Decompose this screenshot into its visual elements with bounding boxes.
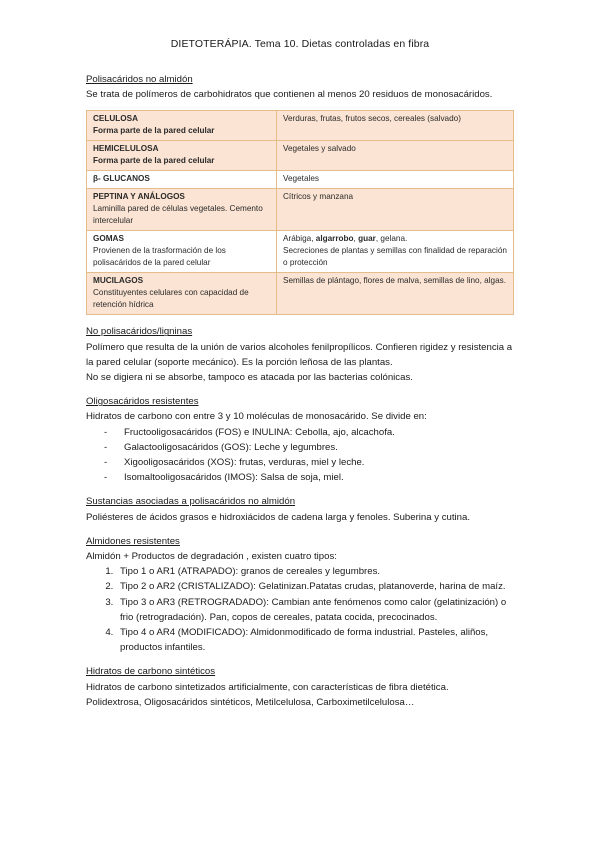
section-oligosacaridos (86, 394, 516, 485)
list-item: - Isomaltooligosacáridos (IMOS): Salsa de soja, miel. (104, 470, 516, 485)
table-cell-type (87, 141, 277, 171)
list-item: 2. Tipo 2 o AR2 (CRISTALIZADO): Gelatinizan.Patatas crudas, platanoverde, harina de maíz. (116, 579, 516, 594)
section-title: Oligosacáridos resistentes (86, 396, 199, 408)
sources-text: , gelana. (375, 234, 408, 244)
table-cell-sources: Semillas de plántago, flores de malva, semillas de lino, algas. (277, 273, 514, 315)
almidones-list (86, 564, 516, 655)
section-intro: Almidón + Productos de degradación , existen cuatro tipos: (86, 551, 337, 563)
sources-bold: guar (358, 234, 376, 244)
section-text: Poliésteres de ácidos grasos e hidroxiácidos de cadena larga y fenoles. Suberina y cutina. (86, 511, 470, 523)
section-text: Hidratos de carbono sintetizados artificialmente, con características de fibra dietética. (86, 681, 449, 693)
section-title: Polisacáridos no almidón (86, 74, 193, 85)
section-text: No se digiera ni se absorbe, tampoco es atacada por las bacterias colónicas. (86, 372, 413, 384)
section-title: Almidones resistentes (86, 535, 180, 547)
list-item: 1. Tipo 1 o AR1 (ATRAPADO): granos de cereales y legumbres. (116, 564, 516, 579)
oligo-list (86, 425, 516, 486)
table-row (87, 231, 514, 273)
table-cell-type (87, 273, 277, 315)
section-almidones (86, 534, 516, 656)
fiber-name: MUCILAGOS (93, 276, 144, 286)
list-item: - Fructooligosacáridos (FOS) e INULINA: Cebolla, ajo, alcachofa. (104, 425, 516, 440)
section-ligninas (86, 324, 516, 385)
section-sustancias (86, 494, 516, 524)
list-item: - Xigooligosacáridos (XOS): frutas, verduras, miel y leche. (104, 455, 516, 470)
section-polisacaridos (86, 72, 516, 315)
section-intro: Hidratos de carbono con entre 3 y 10 moléculas de monosacárido. Se divide en: (86, 411, 427, 423)
table-cell-type (87, 231, 277, 273)
table-cell-sources: Cítricos y manzana (277, 189, 514, 231)
fiber-name: β- GLUCANOS (93, 174, 150, 184)
list-item: 4. Tipo 4 o AR4 (MODIFICADO): Almidonmodificado de forma industrial. Pasteles, aliños, productos infantiles. (116, 625, 516, 655)
table-cell-sources: Vegetales y salvado (277, 141, 514, 171)
section-sinteticos (86, 664, 516, 710)
fiber-description: Forma parte de la pared celular (93, 156, 215, 166)
fiber-name: GOMAS (93, 234, 124, 244)
table-row (87, 111, 514, 141)
section-title: No polisacáridos/ligninas (86, 326, 193, 338)
table-cell-type (87, 111, 277, 141)
sources-bold: algarrobo (315, 234, 354, 244)
table-cell-sources: Vegetales (277, 171, 514, 189)
table-cell-type (87, 171, 277, 189)
table-row (87, 141, 514, 171)
fiber-name: PEPTINA Y ANÁLOGOS (93, 192, 185, 202)
list-item: - Galactooligosacáridos (GOS): Leche y legumbres. (104, 440, 516, 455)
sources-text: , (353, 234, 359, 244)
fiber-description: Laminilla pared de células vegetales. Cemento intercelular (93, 204, 263, 226)
table-row (87, 273, 514, 315)
table-cell-sources (277, 231, 514, 273)
section-intro: Se trata de polímeros de carbohidratos que contienen al menos 20 residuos de monosacáridos. (86, 89, 493, 101)
fiber-name: CELULOSA (93, 114, 139, 124)
document-header: DIETOTERÁPIA. Tema 10. Dietas controladas en fibra (170, 38, 430, 50)
section-title: Hidratos de carbono sintéticos (86, 666, 216, 678)
sources-text: Secreciones de plantas y semillas con finalidad de reparación o protección (283, 246, 507, 268)
table-row (87, 189, 514, 231)
table-row (87, 171, 514, 189)
section-text: Polidextrosa, Oligosacáridos sintéticos, Metilcelulosa, Carboximetilcelulosa… (86, 696, 415, 708)
fiber-table (86, 110, 514, 315)
list-item: 3. Tipo 3 o AR3 (RETROGRADADO): Cambian ante fenómenos como calor (gelatinización) o frio (retrogradación). Pan, copos de cereales, patata cocida, precocinados. (116, 595, 516, 625)
fiber-name: HEMICELULOSA (93, 144, 159, 154)
fiber-description: Forma parte de la pared celular (93, 126, 215, 136)
section-title: Sustancias asociadas a polisacáridos no almidón (86, 496, 296, 508)
fiber-description: Provienen de la trasformación de los polisacáridos de la pared celular (93, 246, 226, 268)
sources-text: Arábiga, (283, 234, 316, 244)
table-cell-sources: Verduras, frutas, frutos secos, cereales (salvado) (277, 111, 514, 141)
table-cell-type (87, 189, 277, 231)
section-text: Polímero que resulta de la unión de varios alcoholes fenilpropílicos. Confieren rigidez y resistencia a la pared celular (soporte mecánico). Es la porción leñosa de las plantas. (86, 341, 513, 368)
fiber-description: Constituyentes celulares con capacidad de retención hídrica (93, 288, 249, 310)
document-body (86, 72, 516, 719)
